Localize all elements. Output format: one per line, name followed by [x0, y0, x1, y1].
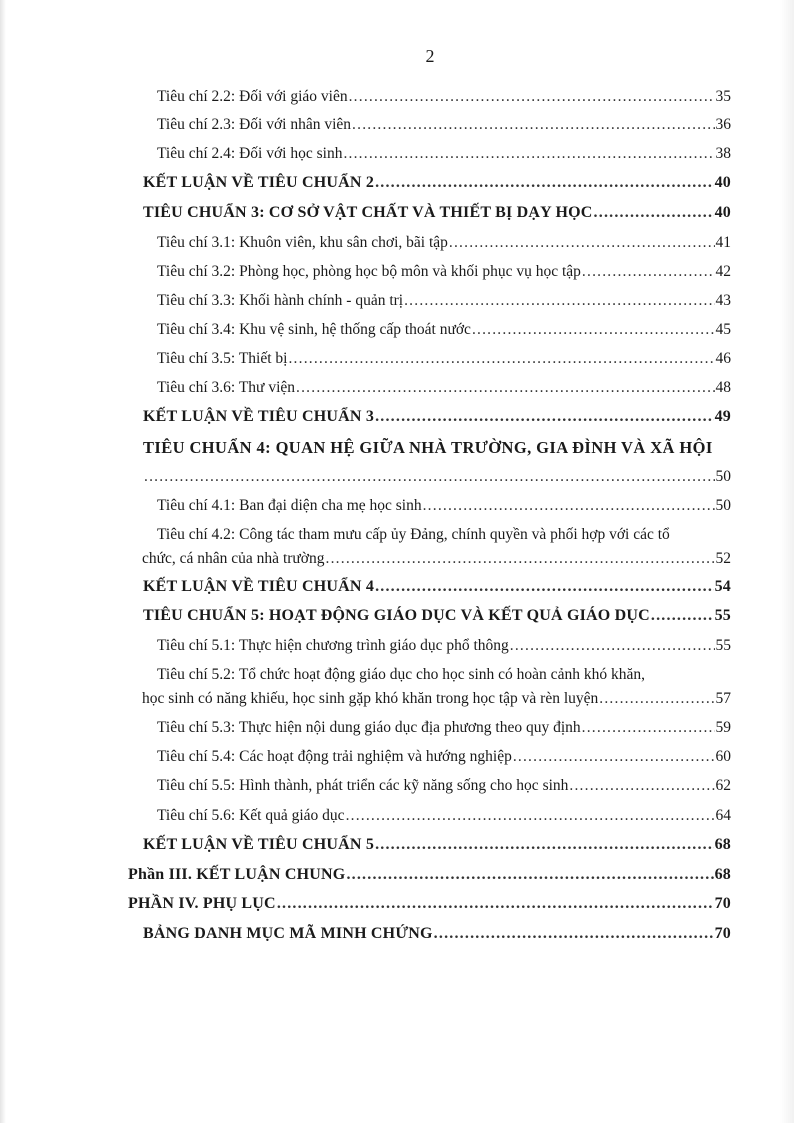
dot-leader	[375, 578, 714, 596]
toc-entry[interactable]	[157, 777, 731, 795]
toc-entry-page: 40	[714, 204, 731, 221]
toc-entry-title: KẾT LUẬN VỀ TIÊU CHUẨN 3	[143, 408, 375, 425]
toc-entry[interactable]	[157, 379, 731, 397]
toc-entry-title: Phần III. KẾT LUẬN CHUNG	[128, 866, 346, 883]
toc-section-entry[interactable]	[143, 607, 731, 625]
toc-entry-page: 43	[715, 292, 731, 309]
toc-entry[interactable]	[157, 116, 731, 134]
toc-entry-page: 55	[714, 607, 731, 624]
dot-leader	[375, 836, 714, 854]
toc-entry-page: 35	[715, 88, 731, 105]
dot-leader	[404, 292, 714, 310]
toc-entry-page: 41	[715, 234, 731, 251]
toc-entry-title: Tiêu chí 3.4: Khu vệ sinh, hệ thống cấp thoát nước	[157, 321, 471, 338]
toc-section-entry[interactable]	[143, 174, 731, 192]
toc-entry-title: Tiêu chí 3.6: Thư viện	[157, 379, 296, 396]
toc-entry-title: Tiêu chí 2.3: Đối với nhân viên	[157, 116, 352, 133]
toc-entry-title: Tiêu chí 5.6: Kết quả giáo dục	[157, 807, 345, 824]
toc-entry[interactable]	[142, 690, 731, 708]
toc-entry-page: 40	[714, 174, 731, 191]
dot-leader	[346, 866, 713, 884]
dot-leader	[352, 116, 714, 134]
toc-entry-page: 45	[715, 321, 731, 338]
toc-entry-title: Tiêu chí 4.1: Ban đại diện cha mẹ học sinh	[157, 497, 422, 514]
dot-leader	[599, 690, 714, 708]
dot-leader	[582, 719, 715, 737]
dot-leader	[513, 748, 715, 766]
dot-leader	[349, 88, 715, 106]
toc-entry-continuation[interactable]	[143, 468, 731, 486]
toc-entry-title: PHẦN IV. PHỤ LỤC	[128, 895, 276, 912]
toc-entry-page: 64	[715, 807, 731, 824]
dot-leader	[510, 637, 715, 655]
toc-entry-title: Tiêu chí 2.2: Đối với giáo viên	[157, 88, 348, 105]
toc-entry[interactable]	[157, 321, 731, 339]
toc-entry-title-line[interactable]: Tiêu chí 5.2: Tổ chức hoạt động giáo dục cho học sinh có hoàn cảnh khó khăn,	[157, 666, 645, 683]
dot-leader	[582, 263, 715, 281]
toc-entry-title: BẢNG DANH MỤC MÃ MINH CHỨNG	[143, 925, 433, 942]
dot-leader	[449, 234, 715, 252]
toc-section-entry[interactable]	[143, 408, 731, 426]
toc-entry[interactable]	[157, 807, 731, 825]
toc-entry[interactable]	[157, 263, 731, 281]
toc-entry-title: Tiêu chí 5.5: Hình thành, phát triển các kỹ năng sống cho học sinh	[157, 777, 569, 794]
toc-entry-page: 70	[714, 925, 731, 942]
toc-entry-page: 50	[715, 468, 731, 485]
dot-leader	[375, 408, 714, 426]
dot-leader	[651, 607, 714, 625]
page-number: 2	[425, 46, 435, 66]
toc-entry-page: 55	[715, 637, 731, 654]
toc-entry[interactable]	[157, 350, 731, 368]
toc-entry-page: 62	[715, 777, 731, 794]
toc-entry-title: Tiêu chí 3.5: Thiết bị	[157, 350, 288, 367]
dot-leader	[288, 350, 714, 368]
toc-entry-page: 38	[715, 145, 731, 162]
toc-entry-page: 48	[715, 379, 731, 396]
toc-entry[interactable]	[157, 719, 731, 737]
toc-entry-page: 70	[714, 895, 731, 912]
toc-entry-page: 52	[715, 550, 731, 567]
toc-section-entry[interactable]	[143, 578, 731, 596]
dot-leader	[434, 925, 714, 943]
dot-leader	[296, 379, 714, 397]
toc-entry-title: KẾT LUẬN VỀ TIÊU CHUẨN 5	[143, 836, 375, 853]
toc-entry[interactable]	[157, 145, 731, 163]
toc-entry[interactable]	[157, 88, 731, 106]
toc-entry-title: học sinh có năng khiếu, học sinh gặp khó khăn trong học tập và rèn luyện	[142, 690, 599, 707]
toc-entry-page: 50	[715, 497, 731, 514]
dot-leader	[346, 807, 715, 825]
toc-entry-page: 60	[715, 748, 731, 765]
toc-entry-title: KẾT LUẬN VỀ TIÊU CHUẨN 4	[143, 578, 375, 595]
toc-entry-page: 36	[715, 116, 731, 133]
dot-leader	[423, 497, 715, 515]
toc-entry-title: TIÊU CHUẨN 5: HOẠT ĐỘNG GIÁO DỤC VÀ KẾT QUẢ GIÁO DỤC	[143, 607, 650, 624]
dot-leader	[343, 145, 714, 163]
toc-entry-page: 42	[715, 263, 731, 280]
toc-entry-page: 54	[714, 578, 731, 595]
toc-entry-title: Tiêu chí 5.1: Thực hiện chương trình giáo dục phổ thông	[157, 637, 509, 654]
toc-entry-page: 68	[714, 836, 731, 853]
toc-entry-title: Tiêu chí 3.3: Khối hành chính - quản trị	[157, 292, 404, 309]
dot-leader	[144, 468, 715, 486]
toc-entry-title: Tiêu chí 3.2: Phòng học, phòng học bộ môn và khối phục vụ học tập	[157, 263, 581, 280]
toc-section-entry[interactable]	[143, 836, 731, 854]
dot-leader	[569, 777, 714, 795]
dot-leader	[472, 321, 715, 339]
toc-entry[interactable]	[157, 234, 731, 252]
dot-leader	[326, 550, 715, 568]
toc-entry[interactable]	[142, 550, 731, 568]
toc-entry-title: TIÊU CHUẨN 3: CƠ SỞ VẬT CHẤT VÀ THIẾT BỊ DẠY HỌC	[143, 204, 593, 221]
table-of-contents	[0, 84, 794, 984]
dot-leader	[375, 174, 714, 192]
toc-entry-page: 46	[715, 350, 731, 367]
toc-entry-page: 59	[715, 719, 731, 736]
toc-entry-page: 68	[714, 866, 731, 883]
dot-leader	[277, 895, 714, 913]
toc-entry[interactable]	[157, 292, 731, 310]
toc-entry-title-line[interactable]: Tiêu chí 4.2: Công tác tham mưu cấp ủy Đảng, chính quyền và phối hợp với các tổ	[157, 526, 670, 543]
toc-entry[interactable]	[157, 748, 731, 766]
toc-entry-title: KẾT LUẬN VỀ TIÊU CHUẨN 2	[143, 174, 375, 191]
toc-entry-title: chức, cá nhân của nhà trường	[142, 550, 325, 567]
toc-entry[interactable]	[157, 637, 731, 655]
toc-entry-page: 57	[715, 690, 731, 707]
toc-part-entry[interactable]	[128, 866, 731, 884]
toc-entry-title: Tiêu chí 5.3: Thực hiện nội dung giáo dục địa phương theo quy định	[157, 719, 581, 736]
toc-part-entry[interactable]	[128, 895, 731, 913]
toc-entry-title: Tiêu chí 2.4: Đối với học sinh	[157, 145, 343, 162]
toc-entry-page: 49	[714, 408, 731, 425]
toc-entry[interactable]	[157, 497, 731, 515]
toc-section-heading[interactable]: TIÊU CHUẨN 4: QUAN HỆ GIỮA NHÀ TRƯỜNG, GIA ĐÌNH VÀ XÃ HỘI	[143, 438, 713, 457]
toc-entry-title: Tiêu chí 5.4: Các hoạt động trải nghiệm và hướng nghiệp	[157, 748, 512, 765]
toc-section-entry[interactable]	[143, 925, 731, 943]
toc-section-entry[interactable]	[143, 204, 731, 222]
toc-entry-title: Tiêu chí 3.1: Khuôn viên, khu sân chơi, bãi tập	[157, 234, 448, 251]
dot-leader	[594, 204, 714, 222]
